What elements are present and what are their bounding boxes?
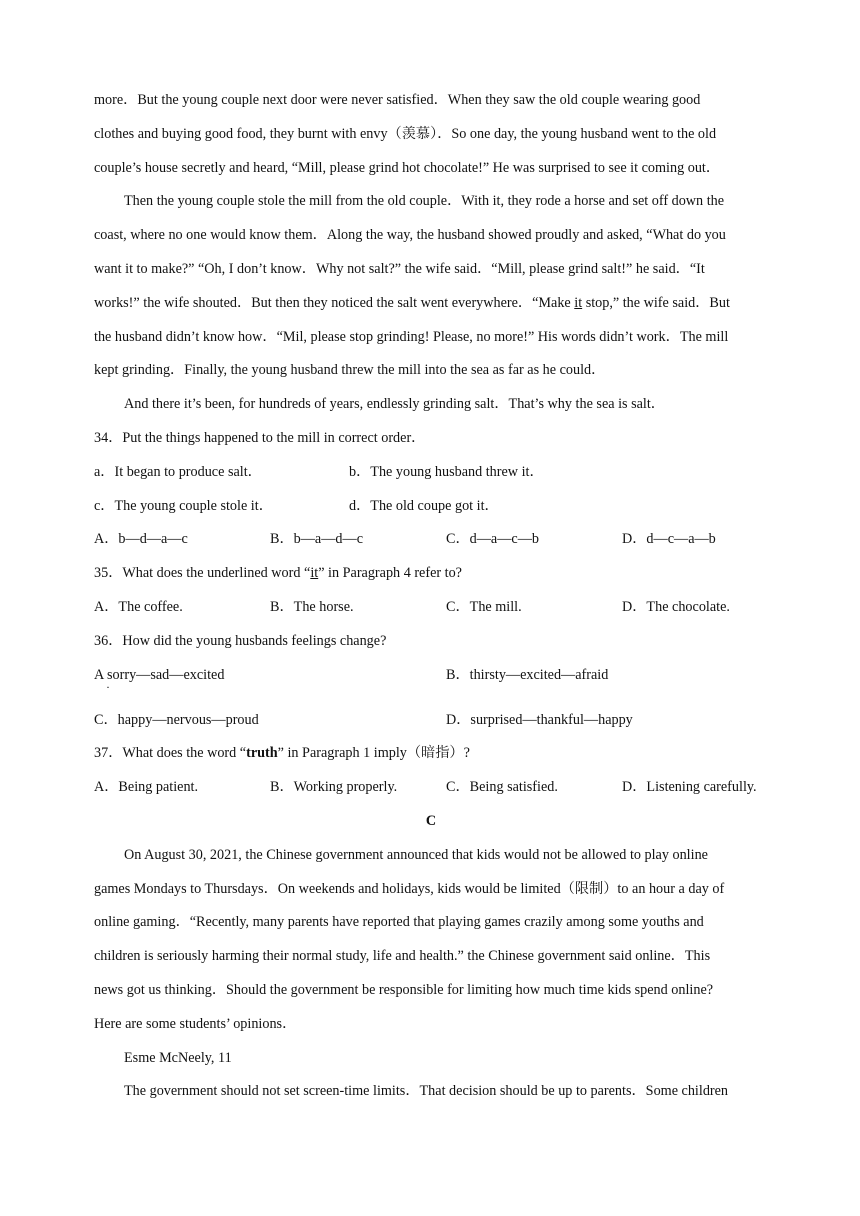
option-a: A．The coffee. [94,598,183,615]
passage-line: The government should not set screen-time limits．That decision should be up to parents．Some children [124,1083,729,1100]
option-b: B．b—a—d—c [270,531,363,548]
option-a: A．b—d—a—c [94,531,188,548]
passage-line: Here are some students’ opinions． [94,1015,297,1032]
item-c: c．The young couple stole it． [94,497,273,514]
question-34-stem: 34．Put the things happened to the mill in correct order． [94,429,426,446]
underlined-word: it [310,565,319,582]
passage-line: online gaming．“Recently, many parents have reported that playing games crazily among some youths and [94,914,704,931]
option-d: D．The chocolate. [622,598,730,615]
passage-line: And there it’s been, for hundreds of years, endlessly grinding salt．That’s why the sea is salt． [124,396,665,413]
text-segment: 37．What does the word “ [94,745,247,762]
option-c: C．happy—nervous—proud [94,711,259,728]
text-segment: 35．What does the underlined word “ [94,565,311,582]
option-c: C．d—a—c—b [446,531,539,548]
passage-line: the husband didn’t know how．“Mil, please stop grinding! Please, no more!” His words didn’t work．The mill [94,328,729,345]
passage-line: children is seriously harming their normal study, life and health.” the Chinese government said online．This [94,948,711,965]
question-37-stem [94,740,768,774]
item-d: d．The old coupe got it． [349,497,499,514]
passage-line: more．But the young couple next door were never satisfied．When they saw the old couple wearing good [94,92,701,108]
passage-line: kept grinding．Finally, the young husband threw the mill into the sea as far as he could． [94,362,606,379]
bold-word: truth [246,745,278,762]
option-b: B．thirsty—excited—afraid [446,666,609,683]
option-b: B．The horse. [270,598,354,615]
option-b: B．Working properly. [270,779,398,796]
passage-line: On August 30, 2021, the Chinese government announced that kids would not be allowed to play online [124,846,708,863]
passage-line: clothes and buying good food, they burnt with envy（羡慕）．So one day, the young husband went to the old [94,125,717,142]
option-d: D．d—c—a—b [622,531,716,548]
option-a: A．Being patient. [94,779,199,796]
item-a: a．It began to produce salt． [94,463,262,480]
option-c: C．Being satisfied. [446,779,558,796]
question-35-stem [94,560,768,594]
question-34-items-row [94,493,768,527]
question-37-options [94,774,768,808]
question-34-items-row [94,459,768,493]
passage-line: couple’s house secretly and heard, “Mill, please grind hot chocolate!” He was surprised to see it coming out． [94,159,721,176]
passage-line: games Mondays to Thursdays．On weekends and holidays, kids would be limited（限制）to an hour a day of [94,880,725,897]
option-c: C．The mill. [446,598,522,615]
passage-line: news got us thinking．Should the government be responsible for limiting how much time kids spend online? [94,981,714,998]
option-d: D．Listening carefully. [622,779,757,796]
passage-line: coast, where no one would know them．Along the way, the husband showed proudly and asked, “What do you [94,227,726,244]
text-segment: ” in Paragraph 1 imply（暗指）? [277,745,470,762]
option-a: A sorry—sad—excited · [94,662,446,707]
passage-line [94,290,768,324]
question-36-options-row [94,707,768,741]
text-segment: stop,” the wife said．But [582,294,730,311]
text-segment: works!” the wife shouted．But then they noticed the salt went everywhere．“Make [94,294,575,311]
question-36-stem: 36．How did the young husbands feelings change? [94,632,387,649]
author-name: Esme McNeely, 11 [124,1049,232,1066]
underlined-word-it: it [574,294,583,311]
question-36-options-row [94,662,768,707]
passage-line: want it to make?” “Oh, I don’t know．Why not salt?” the wife said．“Mill, please grind salt!” he said．“It [94,260,705,277]
question-34-options [94,526,768,560]
page-content [94,87,768,1112]
section-heading: C [425,812,437,829]
text-segment: ” in Paragraph 4 refer to? [318,565,462,582]
question-35-options [94,594,768,628]
option-d: D．surprised—thankful—happy [446,711,633,728]
item-b: b．The young husband threw it． [349,463,544,480]
passage-line: Then the young couple stole the mill from the old couple．With it, they rode a horse and set off down the [124,193,725,210]
